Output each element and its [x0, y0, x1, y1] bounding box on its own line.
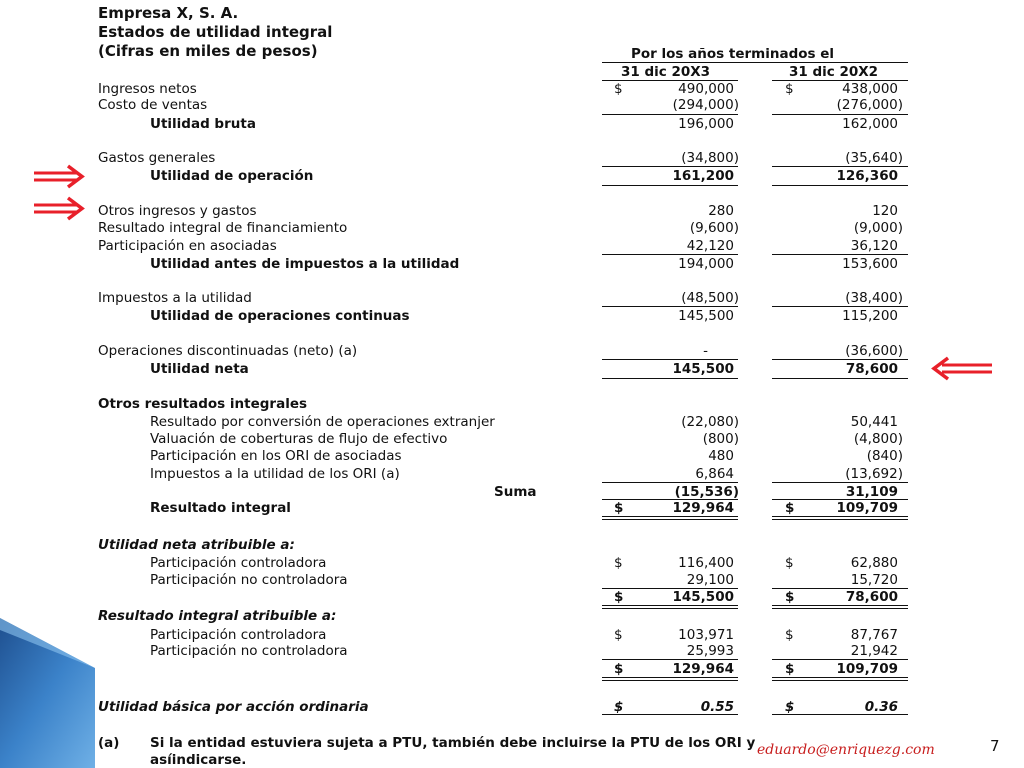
currency-symbol: $ [785, 81, 794, 97]
total-double-rule [772, 677, 908, 681]
value-20x2: (276,000) [836, 97, 903, 113]
currency-symbol: $ [785, 661, 795, 677]
column-header-20x3: 31 dic 20X3 [621, 64, 711, 80]
value-20x2: 78,600 [845, 361, 898, 377]
value-20x2: 115,200 [842, 308, 898, 324]
row-label: Impuestos a la utilidad de los ORI (a) [150, 466, 400, 482]
value-20x2: 0.36 [864, 699, 898, 715]
subtotal-rule [772, 185, 908, 186]
subtotal-rule [772, 659, 908, 660]
section-title: Otros resultados integrales [98, 396, 308, 412]
value-20x2: (4,800) [853, 431, 903, 447]
value-20x3: (9,600) [689, 220, 739, 236]
value-20x3: 161,200 [672, 168, 734, 184]
value-20x3: (800) [702, 431, 739, 447]
row-label: Participación no controladora [150, 643, 348, 659]
subtotal-rule [602, 659, 738, 660]
footnote-marker: (a) [98, 735, 120, 751]
row-label-subtotal: Utilidad antes de impuestos a la utilidad [150, 256, 460, 272]
row-label-subtotal: Utilidad de operación [150, 168, 314, 184]
value-20x3: 280 [708, 203, 734, 219]
value-20x3: 0.55 [700, 699, 734, 715]
value-20x3: 116,400 [678, 555, 734, 571]
currency-symbol: $ [785, 699, 795, 715]
value-20x2: (9,000) [853, 220, 903, 236]
column-header-20x2: 31 dic 20X2 [789, 64, 879, 80]
author-email: eduardo@enriquezg.com [757, 742, 935, 758]
header-rule [602, 62, 908, 63]
currency-symbol: $ [785, 555, 794, 571]
value-20x2: (13,692) [845, 466, 903, 482]
subtotal-rule [772, 166, 908, 167]
subtotal-rule [602, 254, 738, 255]
value-20x2: (35,640) [845, 150, 903, 166]
right-arrow-icon [32, 164, 86, 190]
subtotal-rule [772, 378, 908, 379]
row-label: Participación en asociadas [98, 238, 277, 254]
currency-symbol: $ [614, 661, 624, 677]
section-title: Utilidad neta atribuible a: [98, 537, 295, 553]
row-label: Participación en los ORI de asociadas [150, 448, 402, 464]
value-20x3: 145,500 [672, 589, 734, 605]
total-double-rule [772, 605, 908, 609]
row-label: Gastos generales [98, 150, 216, 166]
row-label-subtotal: Utilidad neta [150, 361, 249, 377]
value-20x2: 50,441 [850, 414, 898, 430]
value-20x3: 196,000 [678, 116, 734, 132]
value-20x2: 153,600 [842, 256, 898, 272]
total-double-rule [602, 605, 738, 609]
right-arrow-icon [32, 196, 86, 222]
subtotal-rule [602, 378, 738, 379]
value-20x3: 490,000 [678, 81, 734, 97]
row-label-subtotal: Suma [494, 484, 537, 500]
row-label-subtotal: Resultado integral [150, 500, 291, 516]
value-20x2: 21,942 [850, 643, 898, 659]
value-20x3: (34,800) [681, 150, 739, 166]
statement-title: Estados de utilidad integral [98, 23, 333, 41]
row-label: Otros ingresos y gastos [98, 203, 257, 219]
units-note: (Cifras en miles de pesos) [98, 42, 318, 60]
subtotal-rule [602, 306, 738, 307]
period-label: Por los años terminados el [631, 46, 835, 62]
row-label: Impuestos a la utilidad [98, 290, 252, 306]
row-label: Participación controladora [150, 555, 327, 571]
currency-symbol: $ [785, 627, 794, 643]
value-20x2: 109,709 [836, 500, 898, 516]
row-label-subtotal: Utilidad de operaciones continuas [150, 308, 410, 324]
value-20x3: 103,971 [678, 627, 734, 643]
subtotal-rule [772, 254, 908, 255]
value-20x2: 438,000 [842, 81, 898, 97]
currency-symbol: $ [785, 589, 795, 605]
value-20x2: (38,400) [845, 290, 903, 306]
currency-symbol: $ [614, 627, 623, 643]
row-label: Participación controladora [150, 627, 327, 643]
value-20x2: 162,000 [842, 116, 898, 132]
value-20x3: 145,500 [678, 308, 734, 324]
total-double-rule [772, 516, 908, 520]
subtotal-rule [602, 114, 738, 115]
subtotal-rule [602, 166, 738, 167]
left-arrow-icon [930, 356, 994, 382]
value-20x2: 87,767 [850, 627, 898, 643]
value-20x2: 109,709 [836, 661, 898, 677]
subtotal-rule [772, 714, 908, 715]
footnote-text: Si la entidad estuviera sujeta a PTU, también debe incluirse la PTU de los ORI y [150, 735, 756, 751]
value-20x3: 129,964 [672, 661, 734, 677]
row-label: Valuación de coberturas de flujo de efectivo [150, 431, 448, 447]
row-label-eps: Utilidad básica por acción ordinaria [98, 699, 369, 715]
currency-symbol: $ [614, 500, 624, 516]
value-20x2: 36,120 [850, 238, 898, 254]
page-number: 7 [990, 737, 1000, 755]
value-20x3: - [703, 343, 708, 359]
value-20x2: 78,600 [845, 589, 898, 605]
currency-symbol: $ [614, 699, 624, 715]
value-20x3: 29,100 [686, 572, 734, 588]
value-20x2: (36,600) [845, 343, 903, 359]
currency-symbol: $ [614, 589, 624, 605]
value-20x2: 126,360 [836, 168, 898, 184]
currency-symbol: $ [614, 555, 623, 571]
currency-symbol: $ [785, 500, 795, 516]
row-label-subtotal: Utilidad bruta [150, 116, 256, 132]
value-20x2: 62,880 [850, 555, 898, 571]
currency-symbol: $ [614, 81, 623, 97]
value-20x2: (840) [866, 448, 903, 464]
footnote-text: asíindicarse. [150, 752, 247, 768]
subtotal-rule [772, 306, 908, 307]
subtotal-rule [602, 359, 738, 360]
row-label: Costo de ventas [98, 97, 208, 113]
row-label: Resultado integral de financiamiento [98, 220, 348, 236]
value-20x3: 25,993 [686, 643, 734, 659]
value-20x2: 120 [872, 203, 898, 219]
value-20x3: 6,864 [695, 466, 734, 482]
value-20x2: 31,109 [845, 484, 898, 500]
value-20x3: 480 [708, 448, 734, 464]
subtotal-rule [602, 185, 738, 186]
value-20x3: 42,120 [686, 238, 734, 254]
section-title: Resultado integral atribuible a: [98, 608, 337, 624]
value-20x3: 194,000 [678, 256, 734, 272]
value-20x2: 15,720 [850, 572, 898, 588]
row-label: Participación no controladora [150, 572, 348, 588]
row-label: Resultado por conversión de operaciones extranjer [150, 414, 495, 430]
subtotal-rule [602, 714, 738, 715]
value-20x3: (294,000) [672, 97, 739, 113]
value-20x3: (48,500) [681, 290, 739, 306]
value-20x3: 129,964 [672, 500, 734, 516]
value-20x3: (15,536) [674, 484, 739, 500]
total-double-rule [602, 677, 738, 681]
subtotal-rule [772, 114, 908, 115]
subtotal-rule [772, 482, 908, 483]
total-double-rule [602, 516, 738, 520]
value-20x3: (22,080) [681, 414, 739, 430]
company-name: Empresa X, S. A. [98, 4, 239, 22]
subtotal-rule [772, 359, 908, 360]
subtotal-rule [602, 482, 738, 483]
row-label: Ingresos netos [98, 81, 197, 97]
value-20x3: 145,500 [672, 361, 734, 377]
row-label: Operaciones discontinuadas (neto) (a) [98, 343, 358, 359]
